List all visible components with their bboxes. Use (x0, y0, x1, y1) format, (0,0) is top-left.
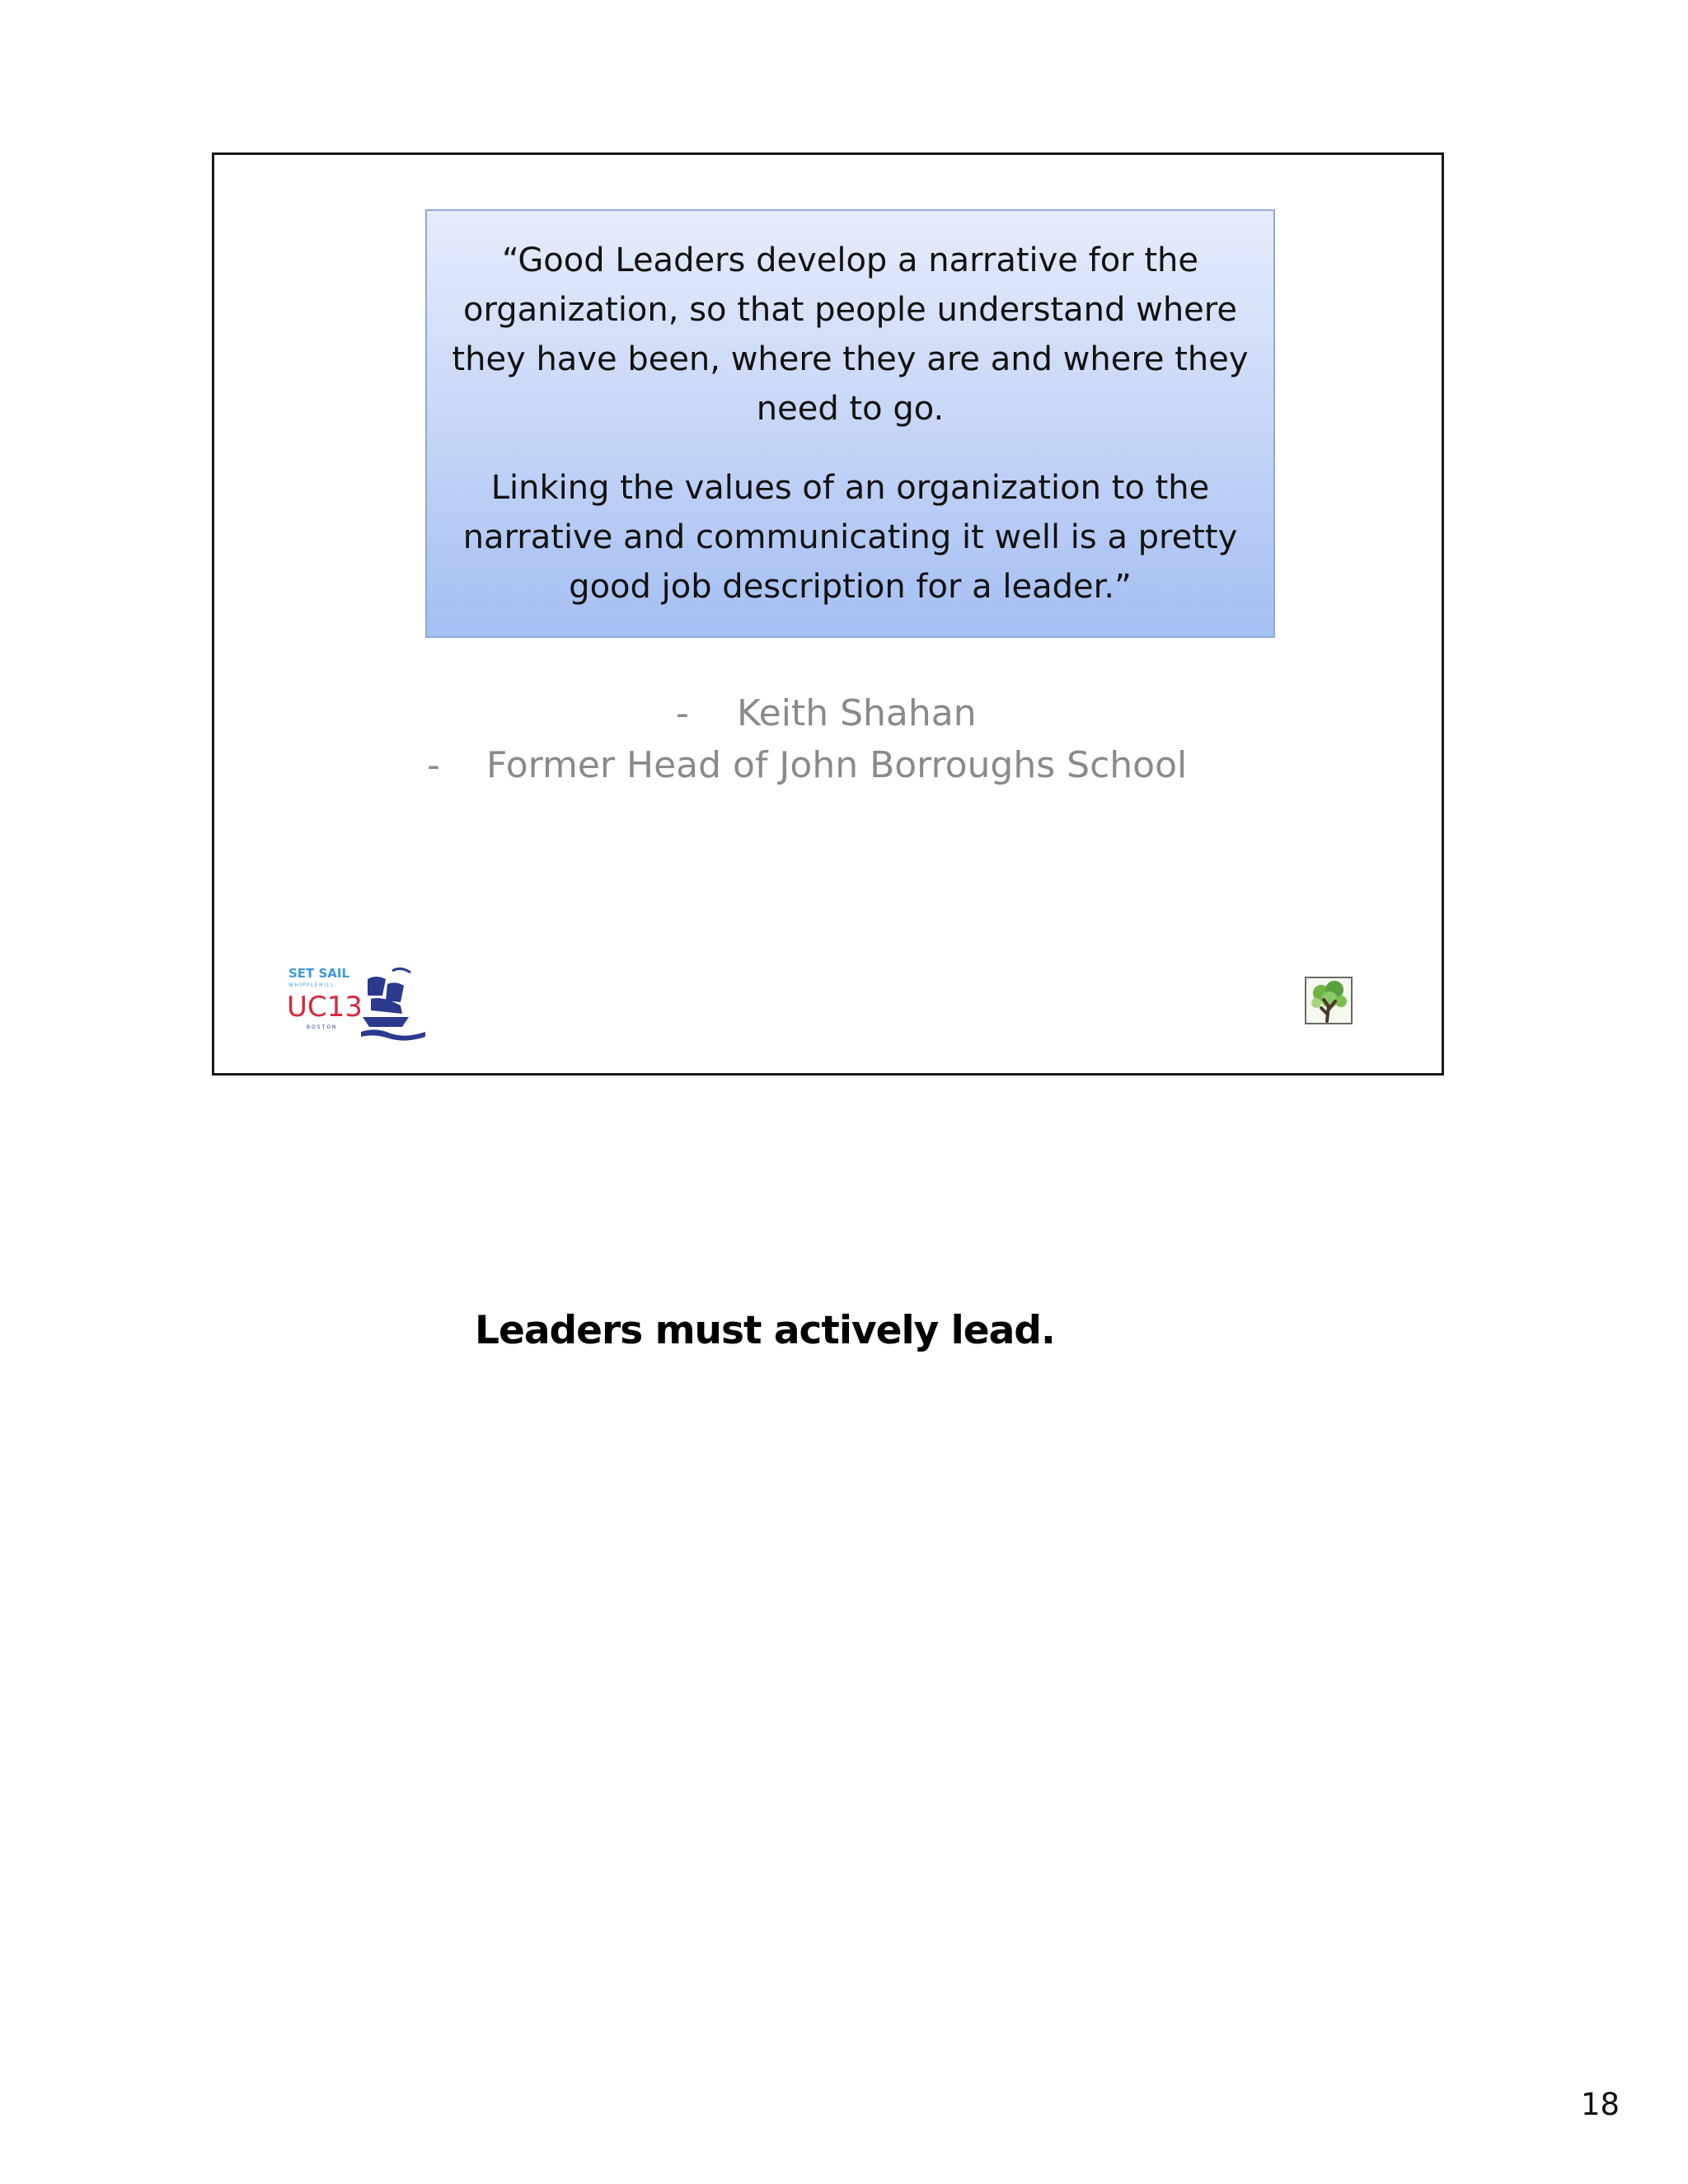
slide-thumbnail (212, 152, 1444, 1076)
logo-top-text: SET SAIL (288, 966, 350, 981)
quote-paragraph-2: Linking the values of an organization to the narrative and communicating it well is a pretty good job description for a leader.” (462, 469, 1238, 606)
page-number: 18 (1581, 2087, 1620, 2122)
attribution-title: Former Head of John Borroughs School (486, 744, 1188, 786)
attribution-title-line (427, 743, 1187, 789)
attribution-dash: - (427, 744, 440, 786)
quote-paragraph-1: “Good Leaders develop a narrative for the organization, so that people understand where they have been, where they are and where they need to go. (452, 241, 1249, 428)
attribution-dash: - (676, 692, 689, 734)
logo-main-text: UC13 (287, 991, 363, 1024)
tree-icon (1305, 977, 1353, 1024)
quote-box (425, 209, 1275, 638)
logo-bottom-text: BOSTON (307, 1024, 338, 1030)
speaker-notes: Leaders must actively lead. (475, 1308, 1055, 1353)
uc13-logo (285, 963, 434, 1045)
logo-sub-text: WHIPPLEHILL (288, 982, 335, 988)
attribution-name-line (676, 691, 977, 737)
attribution-name: Keith Shahan (737, 692, 977, 734)
ship-icon (361, 968, 425, 1040)
